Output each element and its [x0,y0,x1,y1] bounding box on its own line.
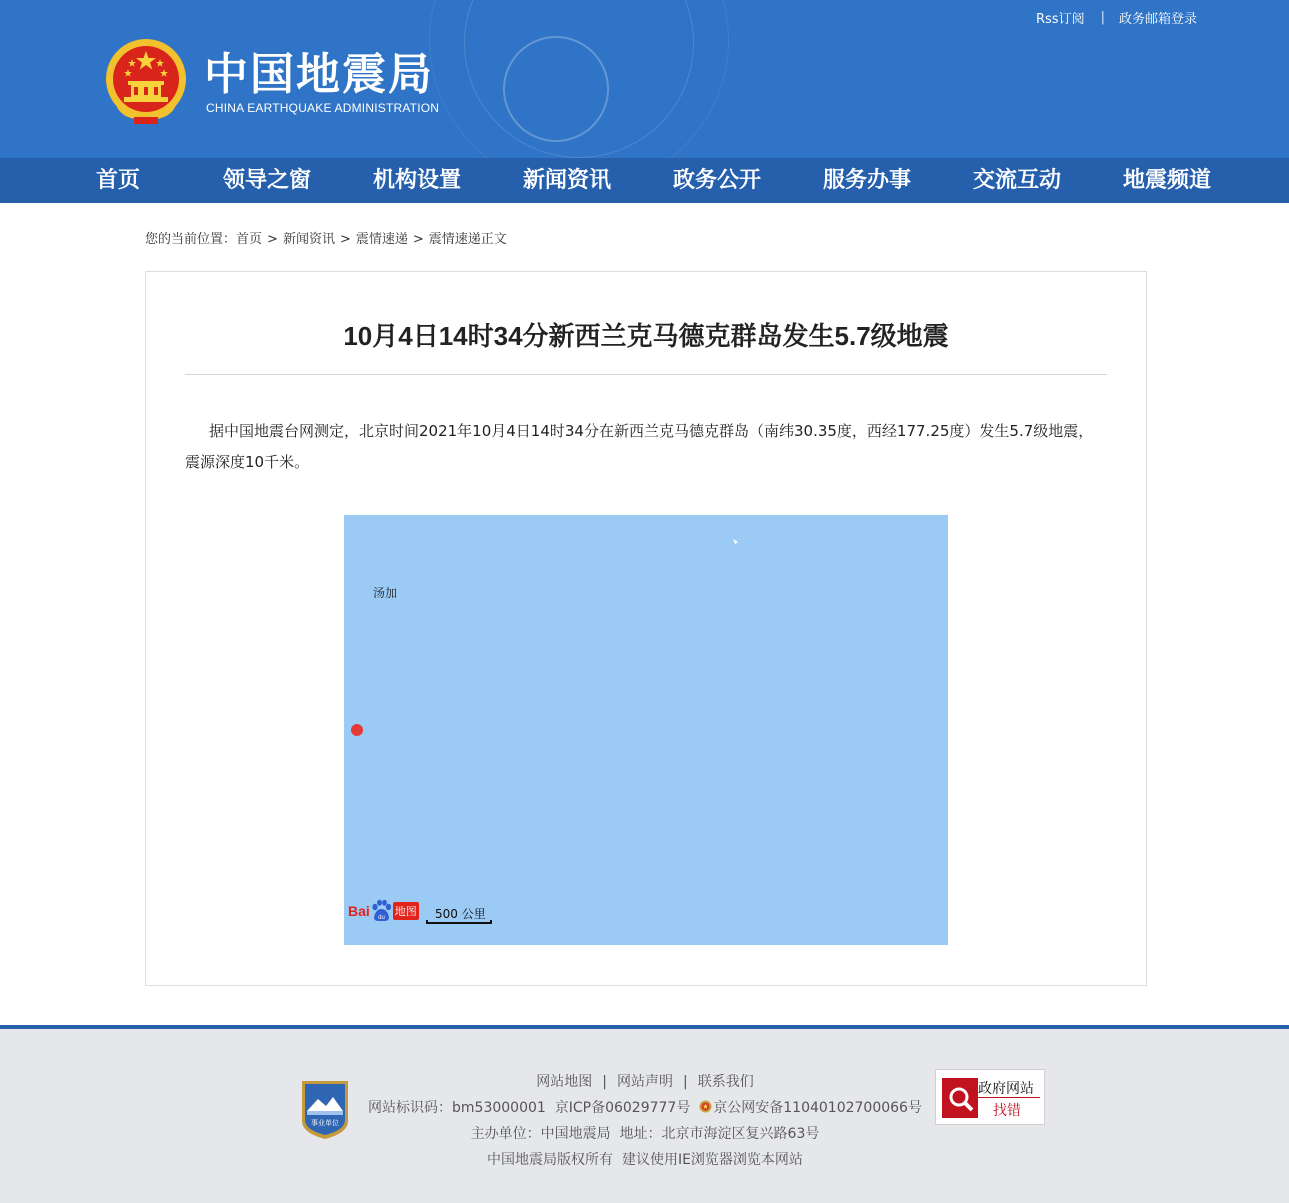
footer-sponsor-row [345,1121,945,1147]
footer-copyright-row [345,1147,945,1173]
magnifier-icon [941,1077,979,1119]
breadcrumb-item-quake-reports[interactable]: 震情速递 [355,232,408,247]
nav-item-interaction[interactable]: 交流互动 [973,168,1062,193]
svg-text:du: du [377,915,385,921]
badge-label: 事业单位 [311,1119,339,1127]
nav-item-services[interactable]: 服务办事 [823,168,912,193]
breadcrumb-item-news[interactable]: 新闻资讯 [282,232,335,247]
police-badge-icon [699,1100,712,1113]
breadcrumb-separator: > [267,232,278,247]
top-links [1036,8,1197,27]
footer-link-sitemap[interactable]: 网站地图 [536,1074,593,1090]
epicenter-marker-icon[interactable] [351,724,363,736]
national-emblem-icon[interactable] [104,37,188,125]
nav-item-government-affairs[interactable]: 政务公开 [673,168,762,193]
nav-item-earthquake-channel[interactable]: 地震频道 [1123,168,1212,193]
footer-links-row [345,1069,945,1095]
footer-site-id: 网站标识码：bm53000001 [368,1100,546,1116]
breadcrumb-prefix: 您的当前位置： [145,232,237,247]
baidu-map-logo[interactable] [348,896,419,926]
footer-link-statement[interactable]: 网站声明 [617,1074,673,1090]
find-error-label: 找错 [993,1103,1021,1119]
footer-browser-tip: 建议使用IE浏览器浏览本网站 [621,1152,803,1168]
map-place-label: 汤加 [373,586,398,600]
footer-link-separator: | [683,1074,688,1090]
footer-link-contact[interactable]: 联系我们 [697,1074,754,1090]
footer-registration-row [345,1095,945,1121]
footer-sponsor: 主办单位：中国地震局 [470,1126,611,1142]
footer-icp-link[interactable]: 京ICP备06029777号 [554,1100,691,1116]
article-body: 据中国地震台网测定，北京时间2021年10月4日14时34分在新西兰克马德克群岛（南纬30.35度，西经177.25度）发生5.7级地震，震源深度10千米。 [185,422,1094,471]
public-institution-badge-icon[interactable] [298,1077,352,1141]
nav-item-organization[interactable]: 机构设置 [373,168,462,193]
site-logo-subtitle: CHINA EARTHQUAKE ADMINISTRATION [206,101,440,115]
baidu-paw-icon [370,899,392,923]
map-scale-line [426,920,492,924]
site-footer [0,1029,1289,1203]
footer-police-link[interactable]: 京公网安备11040102700066号 [713,1100,922,1116]
gov-site-find-error-button[interactable] [935,1069,1045,1125]
nav-item-home[interactable]: 首页 [96,168,141,193]
baidu-map-label: 地图 [393,902,419,920]
site-header [0,0,1289,158]
map-scale-label: 500 公里 [435,907,486,921]
map-island-speck [733,539,738,544]
breadcrumb-separator: > [412,232,424,247]
find-error-divider [978,1097,1040,1098]
footer-address: 地址：北京市海淀区复兴路63号 [619,1126,820,1142]
breadcrumb-separator: > [339,232,351,247]
nav-item-leadership[interactable]: 领导之窗 [223,168,312,193]
header-decoration-ring [503,36,609,142]
gov-email-login-link[interactable]: 政务邮箱登录 [1118,12,1197,27]
article-title: 10月4日14时34分新西兰克马德克群岛发生5.7级地震 [343,321,949,351]
top-links-separator: | [1100,10,1105,25]
find-error-title: 政府网站 [978,1081,1034,1097]
baidu-logo-text: Bai [348,903,370,919]
epicenter-map[interactable] [344,515,948,945]
footer-info [345,1069,945,1173]
breadcrumb-item-home[interactable]: 首页 [236,232,263,247]
map-scale-bar [426,905,492,925]
footer-copyright: 中国地震局版权所有 [487,1152,614,1168]
main-nav [0,158,1289,203]
footer-link-separator: | [602,1074,607,1090]
nav-item-news[interactable]: 新闻资讯 [523,168,612,193]
breadcrumb-item-current: 震情速递正文 [428,232,507,247]
site-logo-title[interactable]: 中国地震局 [204,49,434,100]
rss-link[interactable]: Rss订阅 [1036,12,1085,27]
breadcrumb [145,228,507,247]
article-panel [145,271,1147,986]
title-divider [185,374,1107,375]
